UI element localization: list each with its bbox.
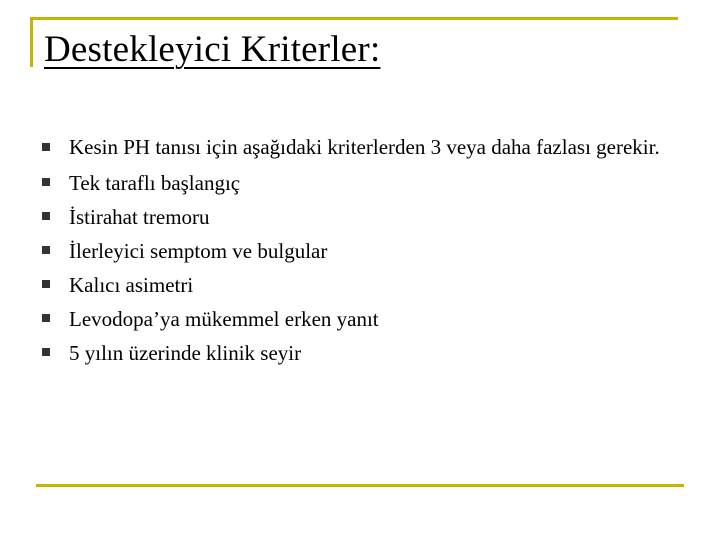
square-bullet-icon [42, 280, 50, 288]
frame-left-line [30, 17, 33, 67]
list-item [42, 132, 682, 162]
list-item-text: 5 yılın üzerinde klinik seyir [69, 341, 302, 365]
slide-title: Destekleyici Kriterler: [44, 29, 381, 70]
square-bullet-icon [42, 212, 50, 220]
frame-bottom-line [36, 484, 684, 487]
criteria-list [42, 132, 682, 370]
square-bullet-icon [42, 178, 50, 186]
square-bullet-icon [42, 348, 50, 356]
list-item-text: İstirahat tremoru [69, 205, 210, 229]
list-item [42, 302, 682, 336]
square-bullet-icon [42, 314, 50, 322]
list-item-text: İlerleyici semptom ve bulgular [69, 239, 328, 263]
list-item-text: Kalıcı asimetri [69, 273, 194, 297]
square-bullet-icon [42, 143, 50, 151]
list-item-text: Tek taraflı başlangıç [69, 171, 241, 195]
list-item-text: Levodopa’ya mükemmel erken yanıt [69, 307, 379, 331]
list-item [42, 200, 682, 234]
list-item [42, 268, 682, 302]
list-item-text: Kesin PH tanısı için aşağıdaki kriterlerden 3 veya daha fazlası gerekir. [69, 135, 660, 159]
square-bullet-icon [42, 246, 50, 254]
frame-top-line [30, 17, 678, 20]
list-item [42, 336, 682, 370]
list-item [42, 166, 682, 200]
list-item [42, 234, 682, 268]
